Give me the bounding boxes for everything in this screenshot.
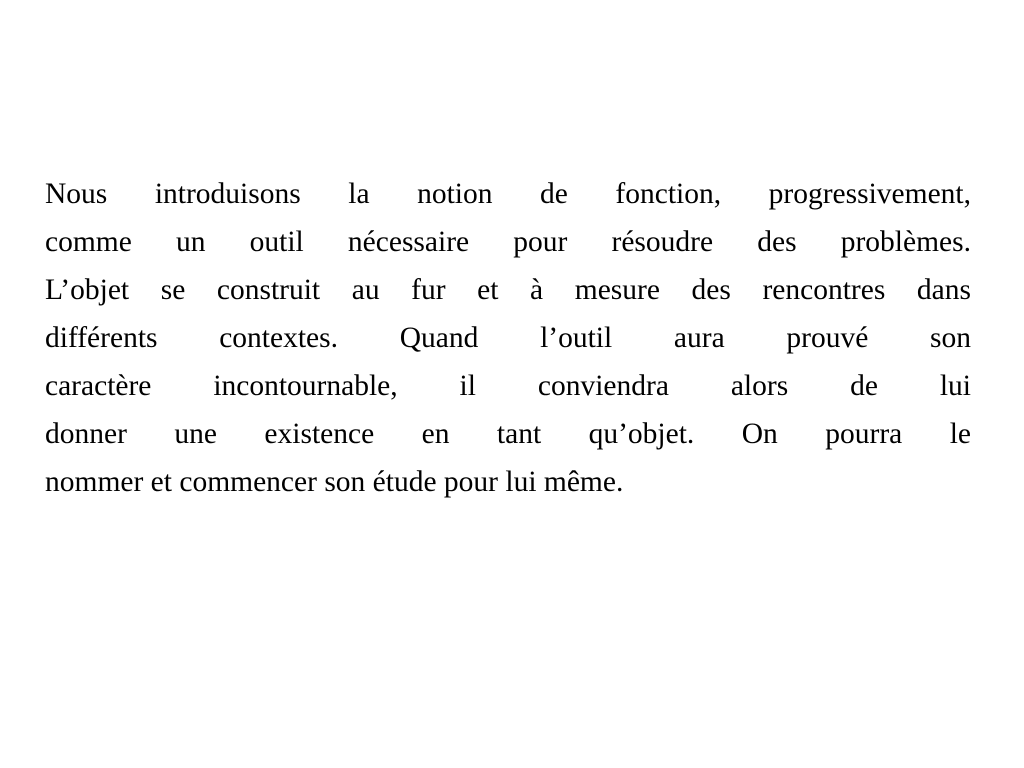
body-paragraph (45, 170, 971, 506)
paragraph-line-5: caractère incontournable, il conviendra alors de lui (45, 370, 971, 402)
paragraph-line-1: Nous introduisons la notion de fonction, progressivement, (45, 178, 971, 210)
paragraph-line-3: L’objet se construit au fur et à mesure des rencontres dans (45, 274, 971, 306)
paragraph-line-7: nommer et commencer son étude pour lui même. (45, 466, 624, 498)
paragraph-line-4: différents contextes. Quand l’outil aura prouvé son (45, 322, 971, 354)
paragraph-line-6: donner une existence en tant qu’objet. On pourra le (45, 418, 971, 450)
paragraph-line-2: comme un outil nécessaire pour résoudre des problèmes. (45, 226, 971, 258)
